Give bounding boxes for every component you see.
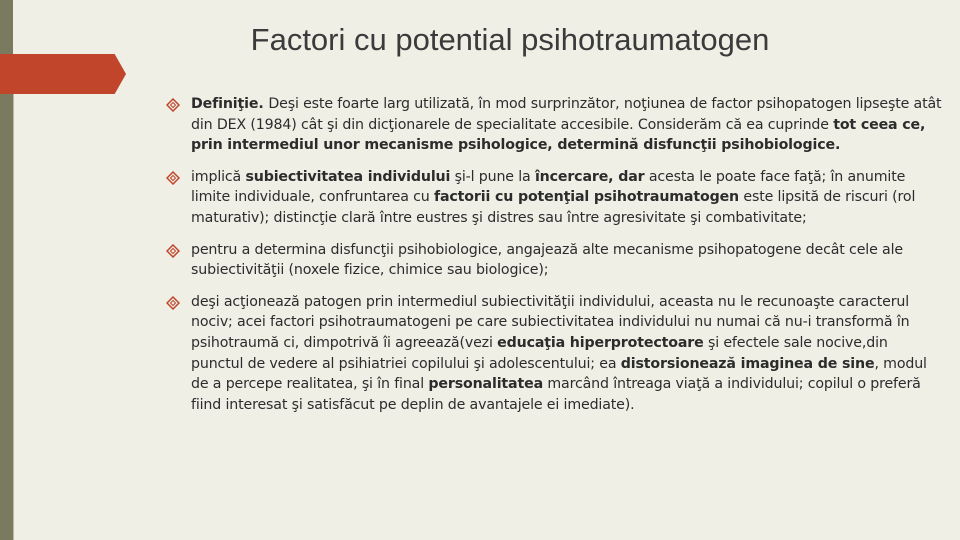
bold-text: încercare, dar (534, 168, 645, 185)
diamond-outline-icon (166, 171, 180, 185)
bold-text: educaţia hiperprotectoare (497, 334, 704, 351)
bullet-item (166, 94, 942, 156)
slide-title: Factori cu potential psihotraumatogen (250, 22, 770, 57)
body-text: acesta le poate face faţă; în anumite limite individuale, confruntarea cu (191, 168, 906, 206)
bold-text: tot ceea ce, prin intermediul unor mecanisme psihologice, determină disfuncţii psihobiologice. (191, 116, 926, 154)
diamond-outline-icon (166, 296, 180, 310)
diamond-outline-icon (166, 244, 180, 258)
body-text: şi efectele sale nocive,din punctul de vedere al psihiatriei copilului şi adolescentului; ea (191, 334, 888, 372)
body-text: , modul de a percepe realitatea, şi în final (191, 355, 927, 393)
bold-text: personalitatea (428, 376, 543, 393)
left-decor-line (13, 94, 14, 540)
body-text: Deşi este foarte larg utilizată, în mod surprinzător, noţiunea de factor psihopatogen lipseşte atât din DEX (1984) cât şi din dicţionarele de specialitate accesibile. Considerăm că ea cuprinde (191, 96, 942, 133)
body-text: marcând întreaga viaţă a individului; copilul o preferă fiind interesat şi satisfăcut pe deplin de avantajele ei imediate). (191, 376, 921, 413)
bold-text: subiectivitatea individului (245, 168, 451, 185)
bullet-item (166, 292, 942, 416)
bold-text: Definiţie. (191, 96, 269, 112)
body-text: deşi acţionează patogen prin intermediul subiectivităţii individului, aceasta nu le recunoaşte caracterul nociv; acei factori psihotraumatogeni pe care subiectivitatea individului nu numai că nu-i transformă în psihotraumă ci, dimpotrivă îi agreează(vezi (191, 293, 910, 351)
bold-text: factorii cu potenţial psihotraumatogen (433, 189, 740, 206)
body-text: implică (191, 168, 246, 185)
bullet-item (166, 167, 942, 229)
bullet-item (166, 240, 942, 281)
bold-text: distorsionează imaginea de sine (620, 355, 875, 372)
bullet-list (166, 94, 942, 426)
title-accent-arrow (0, 54, 126, 94)
diamond-outline-icon (166, 98, 180, 112)
body-text: şi-l pune la (450, 168, 535, 185)
body-text: pentru a determina disfuncţii psihobiologice, angajează alte mecanisme psihopatogene decât cele ale subiectivităţii (noxele fizice, chimice sau biologice); (191, 241, 903, 279)
body-text: este lipsită de riscuri (rol maturativ); distincţie clară între eustres şi distres sau între agresivitate şi combativitate; (191, 189, 916, 226)
